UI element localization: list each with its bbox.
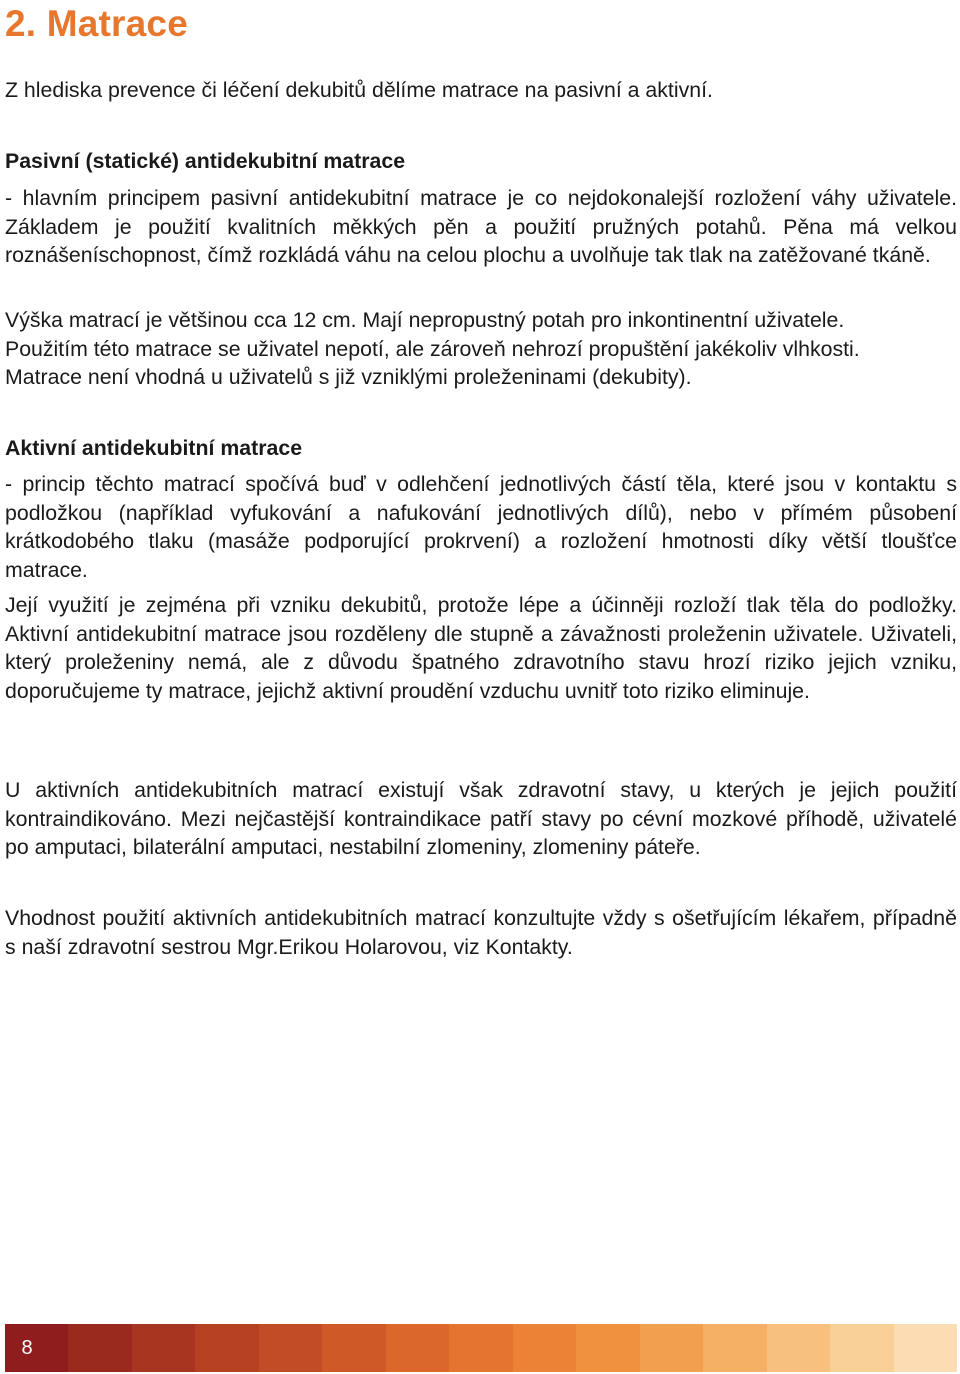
passive-heading: Pasivní (statické) antidekubitní matrace <box>5 149 406 173</box>
footer-bar-segment <box>767 1324 830 1372</box>
footer-bar-segment <box>640 1324 703 1372</box>
page-title: 2. Matrace <box>5 3 188 44</box>
passive-unsuitable-line: Matrace není vhodná u uživatelů s již vzniklými proleženinami (dekubity). <box>5 365 692 389</box>
contraindications-paragraph: U aktivních antidekubitních matrací existují však zdravotní stavy, u kterých je jejich použití kontraindikováno. Mezi nejčastější kontraindikace patří stavy po cévní mozkové příhodě, uživatelé po amputaci, bilaterální amputaci, nestabilní zlomeniny, zlomeniny páteře. <box>5 778 957 859</box>
intro-paragraph: Z hlediska prevence či léčení dekubitů dělíme matrace na pasivní a aktivní. <box>5 78 713 102</box>
consultation-paragraph: Vhodnost použití aktivních antidekubitních matrací konzultujte vždy s ošetřujícím lékařem, případně s naší zdravotní sestrou Mgr.Erikou Holarovou, viz Kontakty. <box>5 906 957 959</box>
page-number: 8 <box>21 1337 33 1359</box>
active-paragraph-usage: Její využití je zejména při vzniku dekubitů, protože lépe a účinněji rozloží tlak těla do podložky. Aktivní antidekubitní matrace jsou rozděleny dle stupně a závažnosti proleženin uživatele. Uživateli, který proleženiny nemá, ale z důvodu špatného zdravotního stavu hrozí riziko jejich vzniku, doporučujeme ty matrace, jejichž aktivní proudění vzduchu uvnitř toto riziko eliminuje. <box>5 593 957 703</box>
footer-bar-segment <box>68 1324 131 1372</box>
footer-bar-segment <box>894 1324 957 1372</box>
passive-paragraph: - hlavním principem pasivní antidekubitní matrace je co nejdokonalejší rozložení váhy uživatele. Základem je použití kvalitních měkkých pěn a použití pružných potahů. Pěna má velkou roznášeníschopnost, čímž rozkládá váhu na celou plochu a uvolňuje tak tlak na zatěžované tkáně. <box>5 186 957 267</box>
footer-color-bar <box>5 1324 957 1372</box>
footer-bar-segment <box>830 1324 893 1372</box>
active-paragraph-principle: - princip těchto matrací spočívá buď v odlehčení jednotlivých částí těla, které jsou v kontaktu s podložkou (například vyfukování a nafukování jednotlivých dílů), nebo v přímém působení krátkodobého tlaku (masáže podporující prokrvení) a rozložení hmotnosti díky větší tloušťce matrace. <box>5 472 957 582</box>
footer-bar-segment <box>576 1324 639 1372</box>
footer-bar-segment <box>513 1324 576 1372</box>
footer-bar-segment <box>132 1324 195 1372</box>
footer-bar-segment <box>322 1324 385 1372</box>
active-heading: Aktivní antidekubitní matrace <box>5 436 303 460</box>
footer-bar-segment <box>386 1324 449 1372</box>
footer-bar-segment <box>259 1324 322 1372</box>
footer-bar-segment <box>703 1324 766 1372</box>
passive-sweat-line: Použitím této matrace se uživatel nepotí, ale zároveň nehrozí propuštění jakékoliv vlhkosti. <box>5 337 860 361</box>
passive-height-line: Výška matrací je většinou cca 12 cm. Mají nepropustný potah pro inkontinentní uživatele. <box>5 308 845 332</box>
footer-bar-segment <box>449 1324 512 1372</box>
footer-bar-segment <box>195 1324 258 1372</box>
